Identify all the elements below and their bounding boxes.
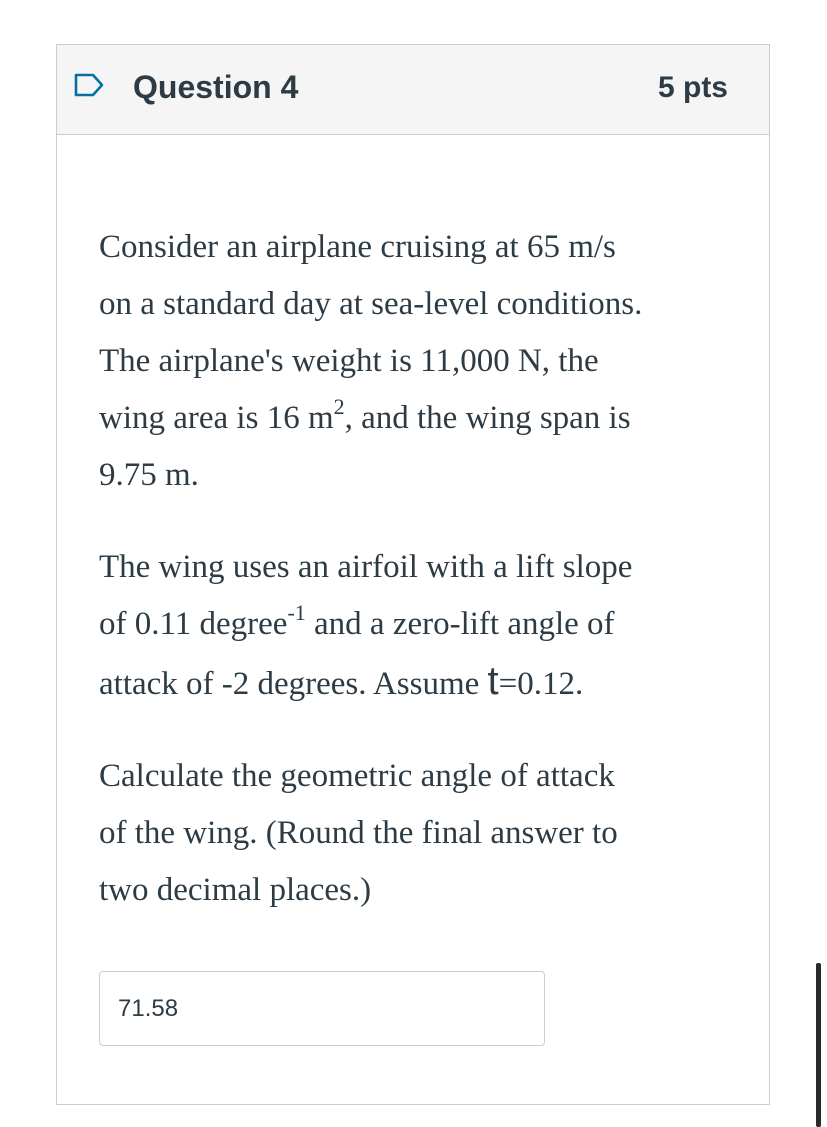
text-line: two decimal places.): [99, 872, 372, 908]
scrollbar-thumb[interactable]: [816, 963, 821, 1127]
tau-symbol: t: [487, 659, 499, 703]
superscript: -1: [287, 600, 306, 625]
scrollbar[interactable]: [813, 0, 827, 1127]
text-line: of the wing. (Round the final answer to: [99, 815, 618, 851]
question-points: 5 pts: [657, 71, 728, 104]
question-paragraph-1: [99, 219, 739, 504]
text-line: on a standard day at sea-level conditions.: [99, 286, 643, 322]
question-paragraph-2: [99, 539, 739, 713]
text-line: , and the wing span is: [344, 400, 631, 436]
flag-icon[interactable]: [74, 73, 104, 97]
text-line: of 0.11 degree: [99, 606, 288, 642]
question-header: [57, 45, 769, 135]
text-line: and a zero-lift angle of: [305, 606, 615, 642]
question-title: Question 4: [133, 69, 299, 105]
question-card: [56, 44, 770, 1105]
text-line: The airplane's weight is 11,000 N, the: [99, 343, 599, 379]
text-line: attack of -2 degrees. Assume: [99, 666, 488, 702]
text-line: Consider an airplane cruising at 65 m/s: [99, 229, 616, 265]
answer-input[interactable]: [99, 971, 545, 1046]
text-line: =0.12.: [498, 666, 584, 702]
text-line: Calculate the geometric angle of attack: [99, 758, 615, 794]
question-text: [99, 219, 739, 919]
superscript: 2: [333, 394, 345, 419]
text-line: 9.75 m.: [99, 457, 199, 493]
text-line: The wing uses an airfoil with a lift slope: [99, 549, 633, 585]
question-paragraph-3: [99, 748, 739, 919]
text-line: wing area is 16 m: [99, 400, 334, 436]
